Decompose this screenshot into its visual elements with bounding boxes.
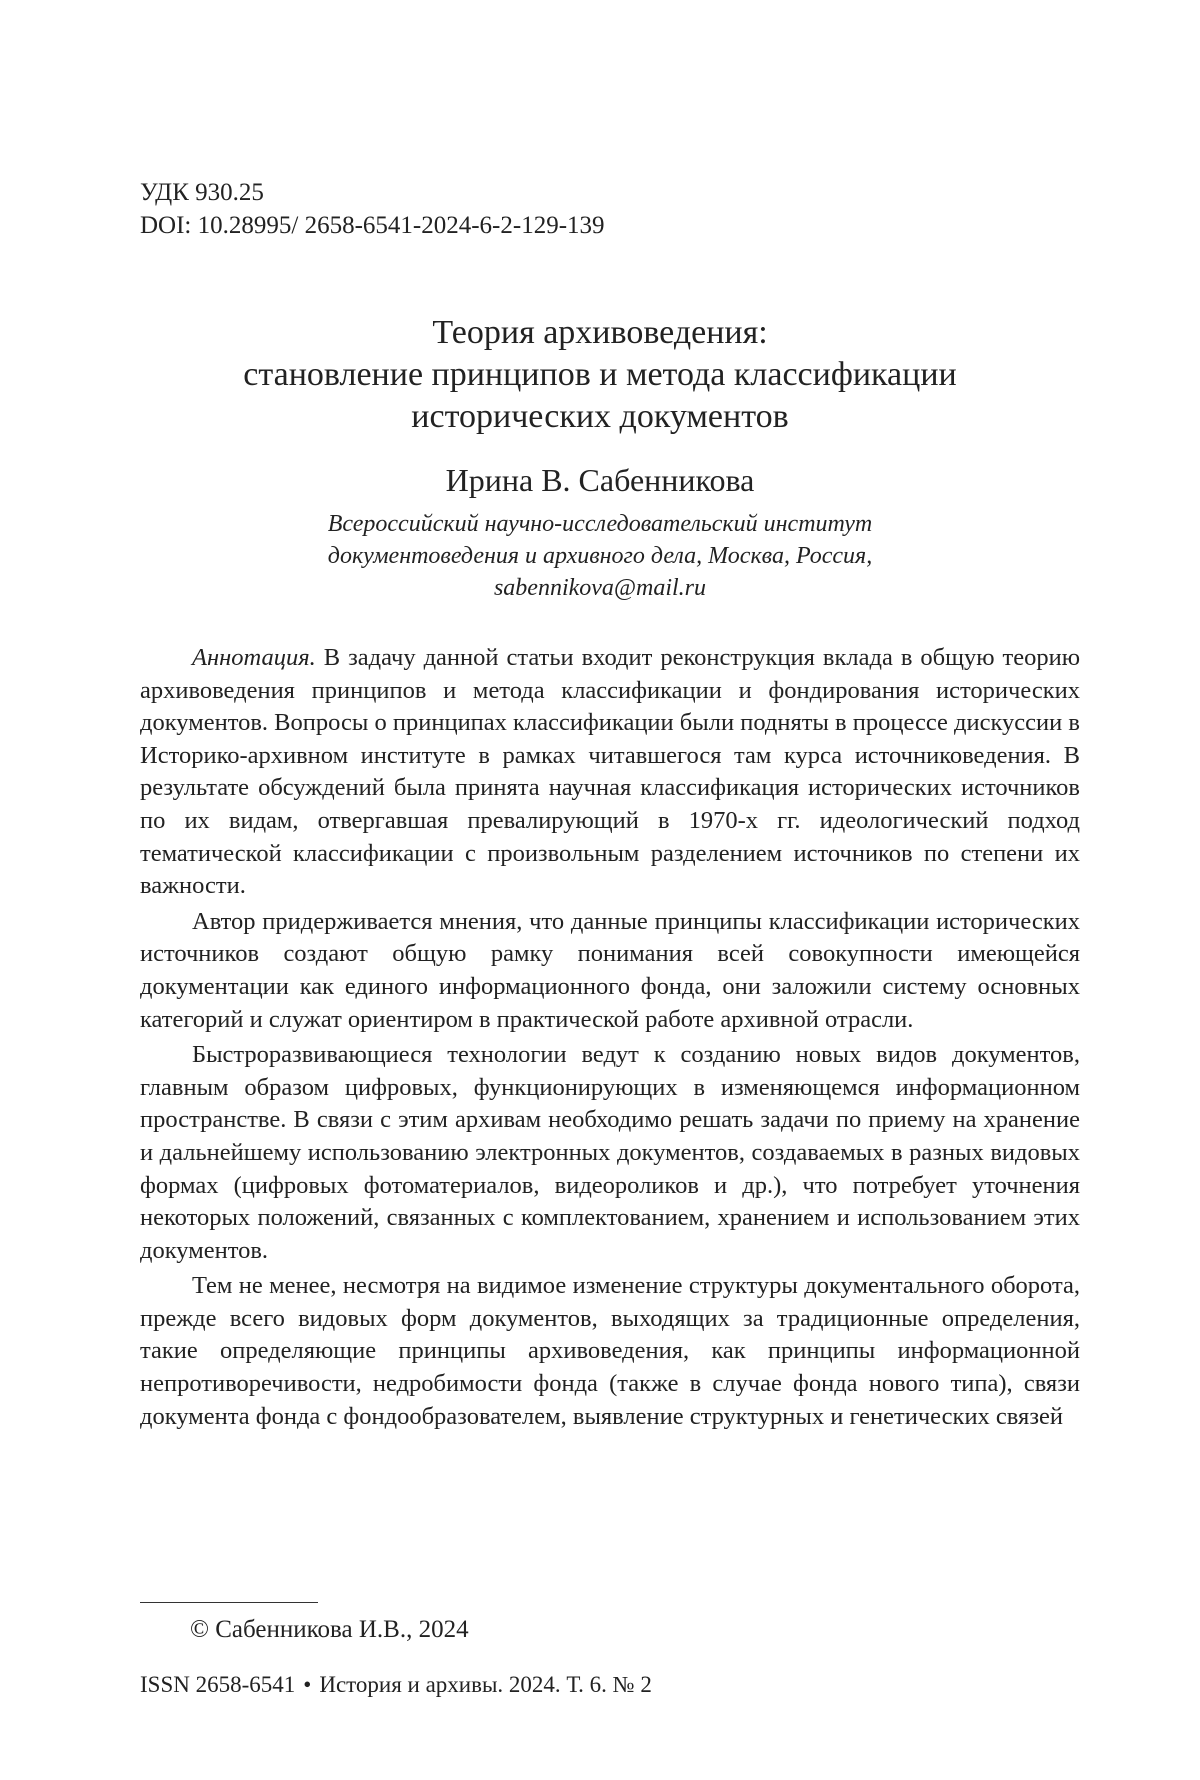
abstract-paragraph-2: Автор придерживается мнения, что данные принципы классификации исторических источников создают общую рамку понимания всей совокупности имеющейся документации как единого информационного фонда, они заложили систему основных категорий и служат ориентиром в практической работе архивной отрасли.: [140, 906, 1080, 1036]
abstract-paragraph-1: [140, 642, 1080, 903]
affiliation-line-1: Всероссийский научно-исследовательский институт: [140, 508, 1060, 540]
issn: ISSN 2658-6541: [140, 1672, 295, 1697]
author-affiliation: [140, 508, 1060, 604]
author-name: Ирина В. Сабенникова: [140, 460, 1060, 500]
abstract-label: Аннотация.: [192, 644, 316, 671]
abstract-paragraph-4: Тем не менее, несмотря на видимое изменение структуры документального оборота, прежде всего видовых форм документов, выходящих за традиционные определения, такие определяющие принципы архивоведения, как принципы информационной непротиворечивости, недробимости фонда (также в случае фонда нового типа), связи документа фонда с фондообразователем, выявление структурных и генетических связей: [140, 1270, 1080, 1433]
article-title: [140, 312, 1060, 438]
abstract-paragraph-3: Быстроразвивающиеся технологии ведут к созданию новых видов документов, главным образом цифровых, функционирующих в изменяющемся информационном пространстве. В связи с этим архивам необходимо решать задачи по приему на хранение и дальнейшему использованию электронных документов, создаваемых в разных видовых формах (цифровых фотоматериалов, видеороликов и др.), что потребует уточнения некоторых положений, связанных с комплектованием, хранением и использованием этих документов.: [140, 1039, 1080, 1267]
footer-separator: •: [295, 1672, 319, 1697]
abstract-paragraph-1-text: В задачу данной статьи входит реконструкция вклада в общую теорию архивоведения принципов и метода классификации и фондирования исторических документов. Вопросы о принципах классификации были подняты в процессе дискуссии в Историко-архивном институте в рамках читавшегося там курса источниковедения. В результате обсуждений была принята научная классификация исторических источников по их видам, отвергавшая превалирующий в 1970-х гг. идеологический подход тематической классификации с произвольным разделением источников по степени их важности.: [140, 644, 1080, 899]
udc-code: УДК 930.25: [140, 176, 605, 209]
author-email: sabennikova@mail.ru: [140, 572, 1060, 604]
journal-page: [0, 0, 1200, 1780]
article-metadata: [140, 176, 605, 242]
abstract-body: [140, 642, 1080, 1436]
title-line-2: становление принципов и метода классификации: [140, 354, 1060, 396]
journal-footer: [140, 1670, 652, 1700]
copyright-footnote: © Сабенникова И.В., 2024: [190, 1614, 469, 1646]
title-line-1: Теория архивоведения:: [140, 312, 1060, 354]
footnote-divider: [140, 1602, 318, 1603]
title-line-3: исторических документов: [140, 396, 1060, 438]
journal-citation: История и архивы. 2024. Т. 6. № 2: [319, 1672, 652, 1697]
affiliation-line-2: документоведения и архивного дела, Москва, Россия,: [140, 540, 1060, 572]
doi: DOI: 10.28995/ 2658-6541-2024-6-2-129-139: [140, 209, 605, 242]
